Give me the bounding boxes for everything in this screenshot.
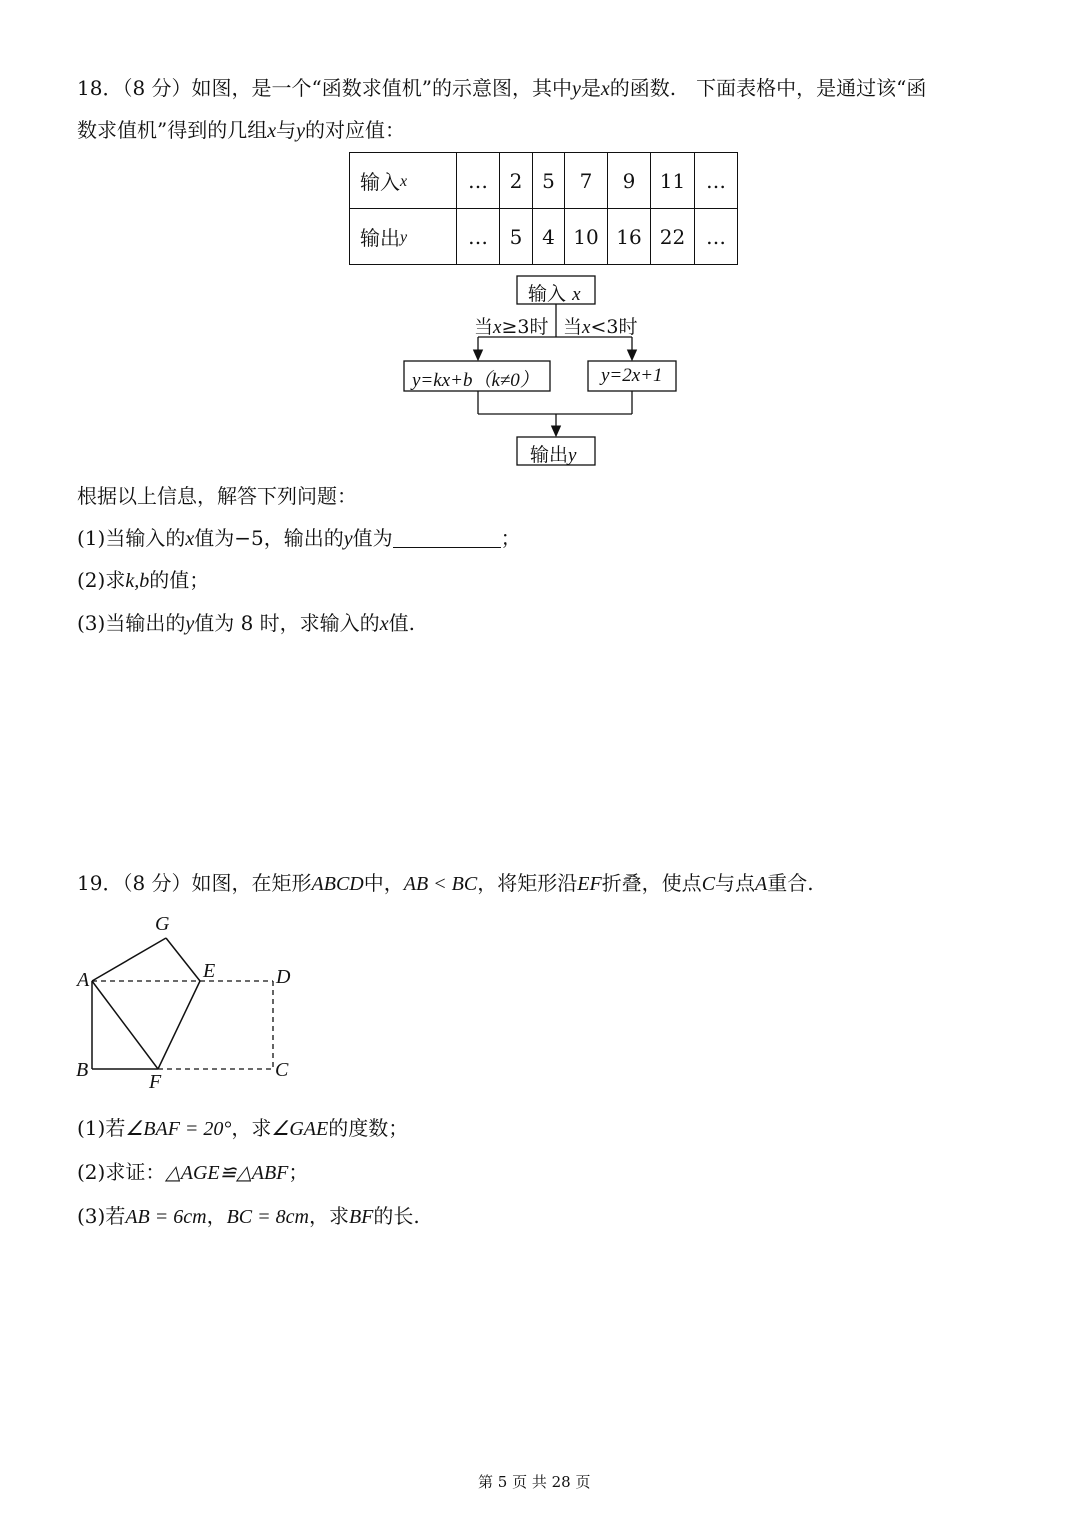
text: ，求 bbox=[308, 1204, 349, 1228]
text: (3)当输出的 bbox=[77, 611, 186, 635]
label: 当 bbox=[474, 316, 494, 338]
q18-part2 bbox=[77, 566, 209, 595]
q19-part3 bbox=[77, 1202, 420, 1231]
label: <3时 bbox=[590, 316, 638, 338]
q18-text: 的对应值： bbox=[305, 118, 406, 142]
var-x: x bbox=[600, 78, 610, 100]
flow-output-label bbox=[530, 440, 576, 467]
table-cell: 2 bbox=[500, 153, 533, 209]
table-cell: 22 bbox=[651, 209, 695, 265]
point-label-g: G bbox=[155, 913, 170, 935]
text: ，将矩形沿 bbox=[477, 871, 578, 895]
table-cell: … bbox=[695, 209, 738, 265]
var-x: x bbox=[267, 120, 277, 142]
label: 当 bbox=[563, 316, 583, 338]
point-label-d: D bbox=[276, 966, 291, 988]
var-y: y bbox=[185, 613, 195, 635]
flow-condition-right bbox=[563, 312, 637, 339]
q18-text: 与 bbox=[276, 118, 297, 142]
text: 值为−5，输出的 bbox=[194, 526, 344, 550]
q18-part1 bbox=[77, 524, 521, 553]
math: AB = 6cm bbox=[125, 1206, 207, 1228]
answer-blank bbox=[393, 527, 501, 548]
var-y: y bbox=[296, 120, 306, 142]
var-y: y bbox=[400, 229, 408, 246]
text: 值为 bbox=[352, 526, 393, 550]
text: 值. bbox=[388, 611, 415, 635]
text: 重合. bbox=[767, 871, 814, 895]
text: ； bbox=[288, 1160, 309, 1184]
text: 中， bbox=[363, 871, 404, 895]
text: (1)若 bbox=[77, 1116, 126, 1140]
point-label-f: F bbox=[149, 1071, 162, 1093]
flow-input-label bbox=[528, 279, 581, 306]
table-cell: 9 bbox=[608, 153, 651, 209]
math: EF bbox=[577, 873, 602, 895]
flow-formula-left: y=kx+b（k≠0） bbox=[412, 370, 539, 391]
var-x: x bbox=[185, 528, 195, 550]
var-x: x bbox=[400, 173, 408, 190]
var-y: y bbox=[343, 528, 353, 550]
math: ABCD bbox=[311, 873, 364, 895]
text: 的值； bbox=[149, 568, 210, 592]
text: 19．（8 分）如图，在矩形 bbox=[77, 871, 312, 895]
label: 输入 bbox=[360, 170, 400, 194]
math: BF bbox=[348, 1206, 374, 1228]
point-label-e: E bbox=[203, 960, 216, 982]
q18-part3 bbox=[77, 609, 415, 638]
math: ∠GAE bbox=[271, 1118, 329, 1140]
flow-formula-right: y=2x+1 bbox=[601, 365, 663, 386]
text: 折叠，使点 bbox=[601, 871, 702, 895]
table-cell: … bbox=[695, 153, 738, 209]
table-cell: … bbox=[457, 209, 500, 265]
label: ≥3时 bbox=[501, 316, 549, 338]
text: (1)当输入的 bbox=[77, 526, 186, 550]
table-cell: 11 bbox=[651, 153, 695, 209]
q19-stem bbox=[77, 869, 814, 898]
text: ，求 bbox=[231, 1116, 272, 1140]
text: (2)求 bbox=[77, 568, 126, 592]
table-cell: … bbox=[457, 153, 500, 209]
table-cell: 10 bbox=[565, 209, 608, 265]
table-cell: 16 bbox=[608, 209, 651, 265]
q18-text: 数求值机”得到的几组 bbox=[77, 118, 268, 142]
var-x: x bbox=[379, 613, 389, 635]
q18-intro: 根据以上信息，解答下列问题： bbox=[77, 484, 357, 508]
text: 的长. bbox=[373, 1204, 420, 1228]
math: BC = 8cm bbox=[226, 1206, 309, 1228]
label: 输入 bbox=[528, 283, 567, 305]
label: 输出 bbox=[530, 444, 569, 466]
text: ； bbox=[500, 526, 521, 550]
function-machine-flowchart bbox=[0, 0, 1080, 480]
point-label-c: C bbox=[275, 1059, 289, 1081]
var-y: y bbox=[571, 78, 581, 100]
table-cell: 4 bbox=[533, 209, 565, 265]
table-cell: 5 bbox=[533, 153, 565, 209]
math: C bbox=[701, 873, 716, 895]
text: (2)求证： bbox=[77, 1160, 166, 1184]
var-x: x bbox=[572, 284, 581, 305]
point-label-a: A bbox=[77, 969, 90, 991]
var-kb: k,b bbox=[125, 570, 150, 592]
text: 的度数； bbox=[328, 1116, 409, 1140]
math: △AGE≌△ABF bbox=[165, 1162, 289, 1184]
text: 与点 bbox=[715, 871, 756, 895]
q19-part1 bbox=[77, 1114, 408, 1143]
point-label-b: B bbox=[76, 1059, 89, 1081]
flow-condition-left bbox=[474, 312, 548, 339]
q18-text: 的函数. 下面表格中，是通过该“函 bbox=[609, 76, 927, 100]
math: ∠BAF = 20° bbox=[125, 1118, 232, 1140]
var-x: x bbox=[493, 317, 502, 338]
q19-part2 bbox=[77, 1158, 308, 1187]
q18-text: 是 bbox=[580, 76, 601, 100]
label: 输出 bbox=[360, 226, 400, 250]
var-x: x bbox=[582, 317, 591, 338]
math: A bbox=[755, 873, 768, 895]
table-cell: 7 bbox=[565, 153, 608, 209]
text: (3)若 bbox=[77, 1204, 126, 1228]
q18-text: 18．（8 分）如图，是一个“函数求值机”的示意图，其中 bbox=[77, 76, 572, 100]
text: 值为 8 时，求输入的 bbox=[194, 611, 380, 635]
var-y: y bbox=[568, 445, 577, 466]
text: ， bbox=[206, 1204, 227, 1228]
table-cell: 5 bbox=[500, 209, 533, 265]
page-footer: 第 5 页 共 28 页 bbox=[478, 1473, 591, 1491]
math: AB < BC bbox=[403, 873, 478, 895]
